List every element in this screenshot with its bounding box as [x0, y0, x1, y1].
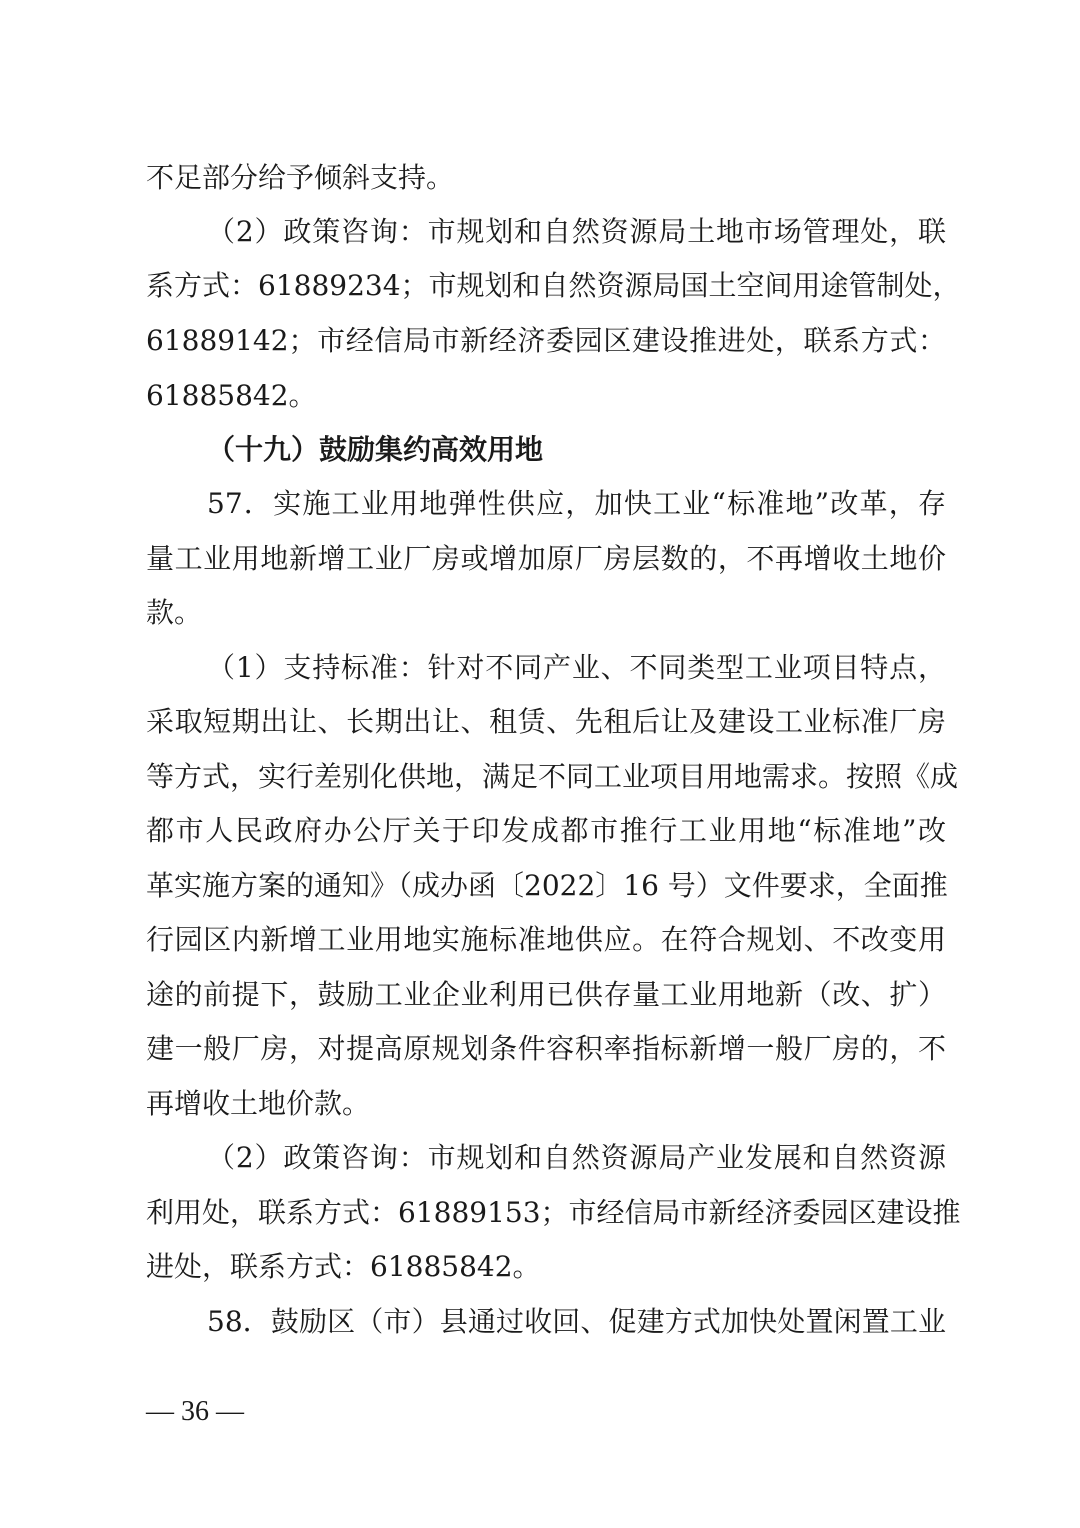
paragraph-line: 革实施方案的通知》（成办函〔2022〕16 号）文件要求，全面推 [146, 869, 948, 902]
paragraph-line: 57．实施工业用地弹性供应，加快工业“标准地”改革，存 [207, 487, 946, 520]
page-number: — 36 — [146, 1396, 244, 1427]
paragraph-line: 行园区内新增工业用地实施标准地供应。在符合规划、不改变用 [146, 923, 946, 956]
paragraph-line: 采取短期出让、长期出让、租赁、先租后让及建设工业标准厂房 [146, 705, 946, 738]
paragraph-line: 58．鼓励区（市）县通过收回、促建方式加快处置闲置工业 [207, 1305, 946, 1338]
paragraph-line: 量工业用地新增工业厂房或增加原厂房层数的，不再增收土地价 [146, 542, 946, 575]
paragraph-line: 61885842。 [146, 379, 317, 412]
paragraph-line: 都市人民政府办公厅关于印发成都市推行工业用地“标准地”改 [146, 814, 946, 847]
paragraph-line: 款。 [146, 596, 203, 629]
paragraph-line: 进处，联系方式：61885842。 [146, 1250, 541, 1283]
paragraph-line: （1）支持标准：针对不同产业、不同类型工业项目特点， [207, 651, 946, 684]
paragraph-line: 等方式，实行差别化供地，满足不同工业项目用地需求。按照《成 [146, 760, 959, 793]
paragraph-line: 途的前提下，鼓励工业企业利用已供存量工业用地新（改、扩） [146, 978, 946, 1011]
paragraph-line: 建一般厂房，对提高原规划条件容积率指标新增一般厂房的，不 [146, 1032, 946, 1065]
paragraph-line: （2）政策咨询：市规划和自然资源局产业发展和自然资源 [207, 1141, 946, 1174]
paragraph-line: 61889142；市经信局市新经济委园区建设推进处，联系方式： [146, 324, 946, 357]
paragraph-line: （2）政策咨询：市规划和自然资源局土地市场管理处，联 [207, 215, 946, 248]
paragraph-line: 系方式：61889234；市规划和自然资源局国土空间用途管制处， [146, 269, 961, 302]
paragraph-line: 再增收土地价款。 [146, 1087, 371, 1120]
paragraph-line: 不足部分给予倾斜支持。 [146, 161, 455, 194]
paragraph-line: 利用处，联系方式：61889153；市经信局市新经济委园区建设推 [146, 1196, 961, 1229]
section-heading: （十九）鼓励集约高效用地 [207, 433, 544, 466]
